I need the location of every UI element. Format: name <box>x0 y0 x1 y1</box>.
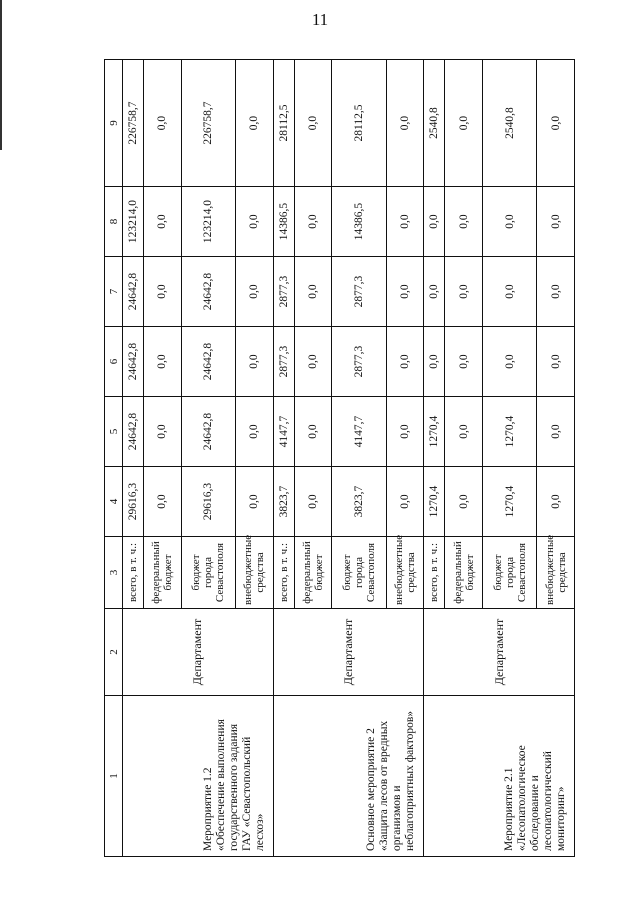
department-name: Департамент <box>123 609 274 696</box>
department-name: Департамент <box>424 609 575 696</box>
page-number: 11 <box>311 10 329 29</box>
value-cell: 1270,4 <box>424 467 445 537</box>
value-cell: 3823,7 <box>273 467 294 537</box>
value-cell: 0,0 <box>537 187 575 257</box>
value-cell: 0,0 <box>235 257 273 327</box>
column-number: 1 <box>105 696 123 857</box>
funding-source: всего, в т. ч.: <box>123 537 144 609</box>
value-cell: 0,0 <box>386 327 424 397</box>
value-cell: 0,0 <box>482 187 536 257</box>
value-cell: 2877,3 <box>332 327 386 397</box>
value-cell: 0,0 <box>424 187 445 257</box>
column-number: 8 <box>105 187 123 257</box>
total-cell: 2540,8 <box>482 60 536 187</box>
funding-source: внебюджетные средства <box>386 537 424 609</box>
table-container <box>104 60 575 857</box>
column-number: 3 <box>105 537 123 609</box>
value-cell: 123214,0 <box>123 187 144 257</box>
value-cell: 29616,3 <box>181 467 235 537</box>
table-row <box>123 60 144 857</box>
funding-source: внебюджетные средства <box>537 537 575 609</box>
value-cell: 0,0 <box>294 397 332 467</box>
total-cell: 0,0 <box>235 60 273 187</box>
value-cell: 0,0 <box>386 467 424 537</box>
value-cell: 29616,3 <box>123 467 144 537</box>
value-cell: 24642,8 <box>123 257 144 327</box>
value-cell: 0,0 <box>445 187 483 257</box>
value-cell: 0,0 <box>386 257 424 327</box>
value-cell: 0,0 <box>386 397 424 467</box>
value-cell: 24642,8 <box>123 327 144 397</box>
value-cell: 0,0 <box>143 327 181 397</box>
value-cell: 1270,4 <box>424 397 445 467</box>
value-cell: 24642,8 <box>181 397 235 467</box>
value-cell: 14386,5 <box>332 187 386 257</box>
total-cell: 0,0 <box>294 60 332 187</box>
value-cell: 24642,8 <box>181 327 235 397</box>
value-cell: 0,0 <box>294 327 332 397</box>
value-cell: 0,0 <box>235 327 273 397</box>
funding-source: внебюджетные средства <box>235 537 273 609</box>
value-cell: 0,0 <box>537 327 575 397</box>
value-cell: 0,0 <box>424 327 445 397</box>
value-cell: 2877,3 <box>332 257 386 327</box>
value-cell: 24642,8 <box>181 257 235 327</box>
total-cell: 28112,5 <box>332 60 386 187</box>
value-cell: 0,0 <box>445 467 483 537</box>
value-cell: 24642,8 <box>123 397 144 467</box>
total-cell: 226758,7 <box>181 60 235 187</box>
value-cell: 4147,7 <box>273 397 294 467</box>
value-cell: 0,0 <box>294 257 332 327</box>
value-cell: 0,0 <box>482 257 536 327</box>
column-number: 6 <box>105 327 123 397</box>
value-cell: 14386,5 <box>273 187 294 257</box>
column-number: 2 <box>105 609 123 696</box>
column-number: 7 <box>105 257 123 327</box>
value-cell: 0,0 <box>537 467 575 537</box>
value-cell: 0,0 <box>143 187 181 257</box>
funding-source: бюджет города Севастополя <box>332 537 386 609</box>
table-row <box>424 60 445 857</box>
funding-source: бюджет города Севастополя <box>482 537 536 609</box>
total-cell: 0,0 <box>445 60 483 187</box>
value-cell: 1270,4 <box>482 467 536 537</box>
value-cell: 0,0 <box>294 187 332 257</box>
value-cell: 2877,3 <box>273 327 294 397</box>
budget-table <box>104 59 575 857</box>
funding-source: федеральный бюджет <box>143 537 181 609</box>
value-cell: 0,0 <box>235 397 273 467</box>
funding-source: бюджет города Севастополя <box>181 537 235 609</box>
value-cell: 123214,0 <box>181 187 235 257</box>
funding-source: федеральный бюджет <box>294 537 332 609</box>
value-cell: 0,0 <box>445 397 483 467</box>
total-cell: 28112,5 <box>273 60 294 187</box>
column-number: 9 <box>105 60 123 187</box>
value-cell: 0,0 <box>445 327 483 397</box>
value-cell: 4147,7 <box>332 397 386 467</box>
total-cell: 0,0 <box>537 60 575 187</box>
funding-source: всего, в т. ч.: <box>424 537 445 609</box>
funding-source: всего, в т. ч.: <box>273 537 294 609</box>
funding-source: федеральный бюджет <box>445 537 483 609</box>
measure-name: Мероприятие 1.2 «Обеспечение выполнения государственного задания ГАУ «Севастопольский лесхоз» <box>123 696 274 857</box>
value-cell: 0,0 <box>235 187 273 257</box>
value-cell: 0,0 <box>143 397 181 467</box>
total-cell: 0,0 <box>143 60 181 187</box>
value-cell: 0,0 <box>537 257 575 327</box>
value-cell: 0,0 <box>143 257 181 327</box>
measure-name: Основное мероприятие 2 «Защита лесов от вредных организмов и неблагоприятных факторов» <box>273 696 424 857</box>
value-cell: 0,0 <box>235 467 273 537</box>
total-cell: 2540,8 <box>424 60 445 187</box>
value-cell: 2877,3 <box>273 257 294 327</box>
total-cell: 226758,7 <box>123 60 144 187</box>
department-name: Департамент <box>273 609 424 696</box>
table-row <box>273 60 294 857</box>
value-cell: 0,0 <box>445 257 483 327</box>
value-cell: 1270,4 <box>482 397 536 467</box>
value-cell: 0,0 <box>143 467 181 537</box>
column-number-row <box>105 60 123 857</box>
value-cell: 3823,7 <box>332 467 386 537</box>
value-cell: 0,0 <box>482 327 536 397</box>
column-number: 4 <box>105 467 123 537</box>
value-cell: 0,0 <box>386 187 424 257</box>
value-cell: 0,0 <box>537 397 575 467</box>
total-cell: 0,0 <box>386 60 424 187</box>
value-cell: 0,0 <box>294 467 332 537</box>
measure-name: Мероприятие 2.1 «Лесопатологическое обследование и лесопатологический мониторинг» <box>424 696 575 857</box>
value-cell: 0,0 <box>424 257 445 327</box>
rotated-table-frame <box>104 60 575 857</box>
column-number: 5 <box>105 397 123 467</box>
